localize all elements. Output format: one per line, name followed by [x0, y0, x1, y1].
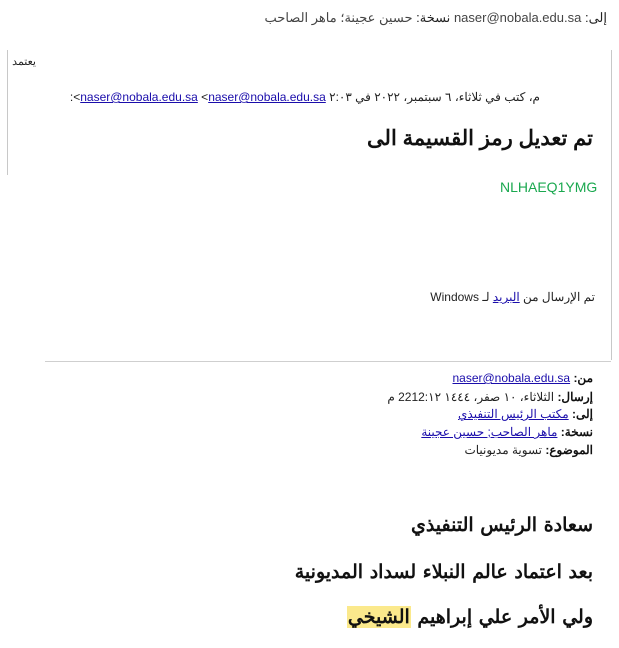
wrote-email-link-1[interactable]: naser@nobala.edu.sa: [80, 90, 198, 104]
voucher-code: NLHAEQ1YMG: [500, 179, 598, 195]
wrote-email-link-2[interactable]: naser@nobala.edu.sa: [208, 90, 326, 104]
quote-rule-right: [611, 50, 612, 360]
orig-cc-link[interactable]: ماهر الصاحب; حسين عجينة: [421, 425, 558, 439]
mail-app-link[interactable]: البريد: [492, 290, 520, 304]
sent-from-windows: Windows: [430, 290, 479, 304]
orig-cc-row: [421, 425, 593, 439]
body-line-3-text: ولي الأمر علي إبراهيم: [410, 606, 593, 628]
message-header: [265, 10, 607, 26]
body-line-2: بعد اعتماد عالم النبلاء لسداد المديونية: [294, 561, 593, 583]
orig-cc-label: نسخة:: [560, 425, 593, 439]
wrote-colon: :: [69, 90, 74, 104]
quote-rule-left: [7, 50, 8, 175]
orig-from-row: [452, 371, 593, 385]
body-line-1: سعادة الرئيس التنفيذي: [410, 514, 593, 536]
cc-recipients[interactable]: حسين عجينة؛ ماهر الصاحب: [264, 10, 413, 25]
sent-from-line: [430, 290, 595, 304]
orig-subject-value: تسوية مديونيات: [464, 443, 542, 457]
orig-to-label: إلى:: [572, 407, 593, 421]
body-line-3: [347, 606, 593, 628]
orig-sent-row: [387, 390, 593, 404]
orig-to-link[interactable]: مكتب الرئيس التنفيذي: [458, 407, 569, 421]
orig-subject-row: [464, 443, 593, 457]
orig-from-link[interactable]: naser@nobala.edu.sa: [452, 371, 571, 385]
to-recipient[interactable]: naser@nobala.edu.sa: [453, 10, 582, 25]
orig-sent-value: الثلاثاء، ١٠ صفر، ١٤٤٤ 2212:١٢ م: [387, 390, 555, 404]
approve-text: يعتمد: [12, 56, 36, 68]
orig-sent-label: إرسال:: [557, 390, 593, 404]
sent-from-mid: لـ: [478, 290, 493, 304]
cc-label: نسخة:: [416, 10, 451, 25]
orig-to-row: [458, 407, 593, 421]
to-label: إلى:: [584, 10, 607, 25]
reply-title: تم تعديل رمز القسيمة الى: [367, 127, 593, 150]
wrote-line: م، كتب في ثلاثاء، ٦ سبتمبر، ٢٠٢٢ في ٢:٠٣ naser@nobala.edu.sa <naser@nobala.edu.sa>:: [69, 90, 540, 104]
orig-from-label: من:: [573, 371, 593, 385]
orig-subject-label: الموضوع:: [545, 443, 593, 457]
message-separator: [45, 361, 611, 362]
sent-from-prefix: تم الإرسال من: [519, 290, 595, 304]
wrote-date-text: م، كتب في ثلاثاء، ٦ سبتمبر، ٢٠٢٢ في ٢:٠٣: [329, 90, 540, 104]
highlighted-name: الشيخي: [347, 606, 410, 628]
